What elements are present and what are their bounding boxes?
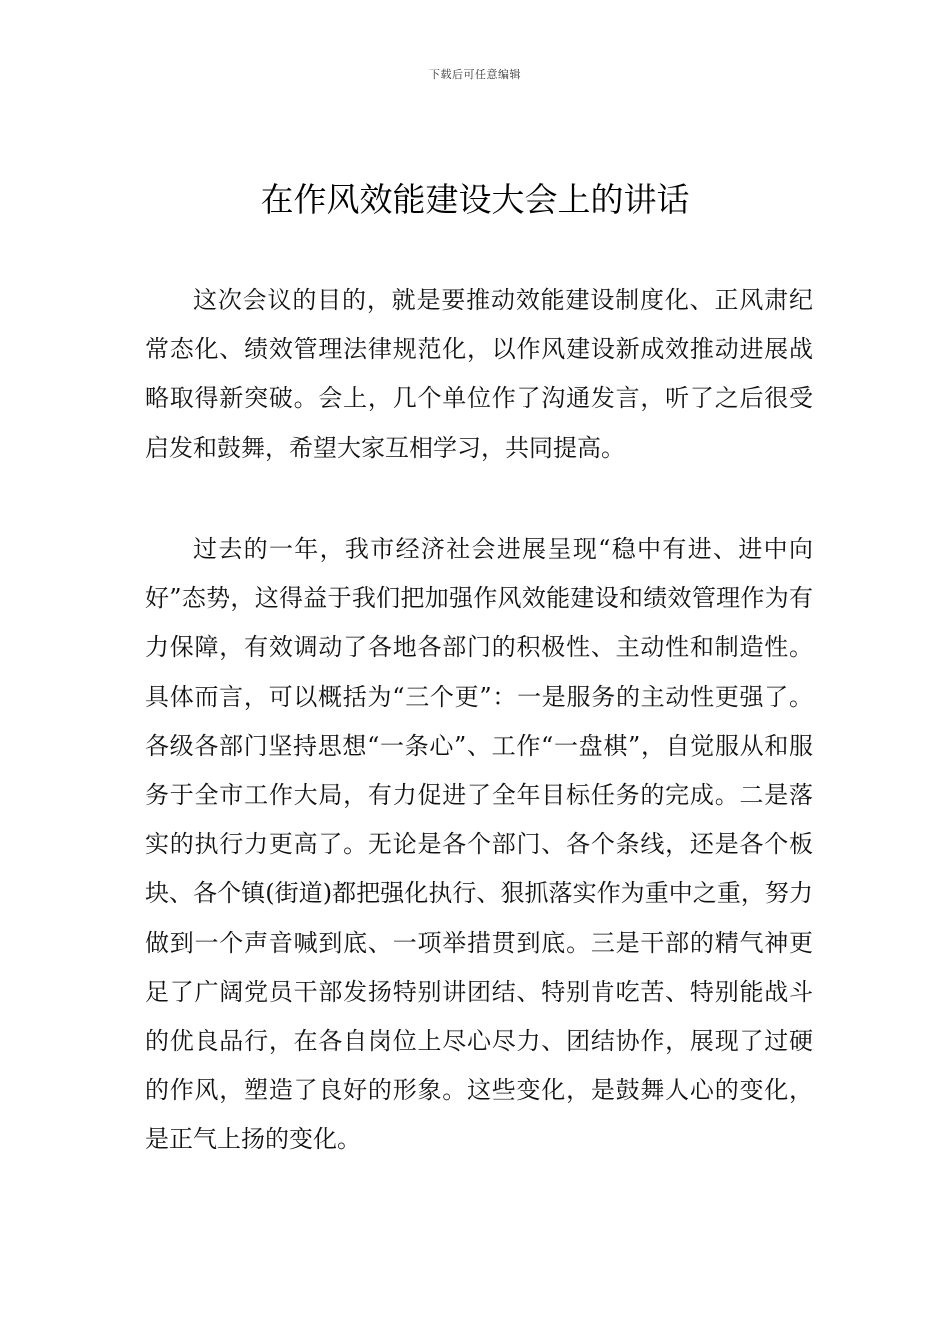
header-note: 下载后可任意编辑 bbox=[429, 68, 521, 81]
body-paragraph-2: 过去的一年，我市经济社会进展呈现“稳中有进、进中向好”态势，这得益于我们把加强作风效能建设和绩效管理作为有力保障，有效调动了各地各部门的积极性、主动性和制造性。具体而言，可以概括为“三个更”：一是服务的主动性更强了。各级各部门坚持思想“一条心”、工作“一盘棋”，自觉服从和服务于全市工作大局，有力促进了全年目标任务的完成。二是落实的执行力更高了。无论是各个部门、各个条线，还是各个板块、各个镇(街道)都把强化执行、狠抓落实作为重中之重，努力做到一个声音喊到底、一项举措贯到底。三是干部的精气神更足了广阔党员干部发扬特别讲团结、特别肯吃苦、特别能战斗的优良品行，在各自岗位上尽心尽力、团结协作，展现了过硬的作风，塑造了良好的形象。这些变化，是鼓舞人心的变化，是正气上扬的变化。 bbox=[145, 535, 813, 1154]
document-title: 在作风效能建设大会上的讲话 bbox=[260, 180, 690, 219]
body-paragraph-1: 这次会议的目的，就是要推动效能建设制度化、正风肃纪常态化、绩效管理法律规范化，以作风建设新成效推动进展战略取得新突破。会上，几个单位作了沟通发言，听了之后很受启发和鼓舞，希望大家互相学习，共同提高。 bbox=[145, 286, 813, 462]
